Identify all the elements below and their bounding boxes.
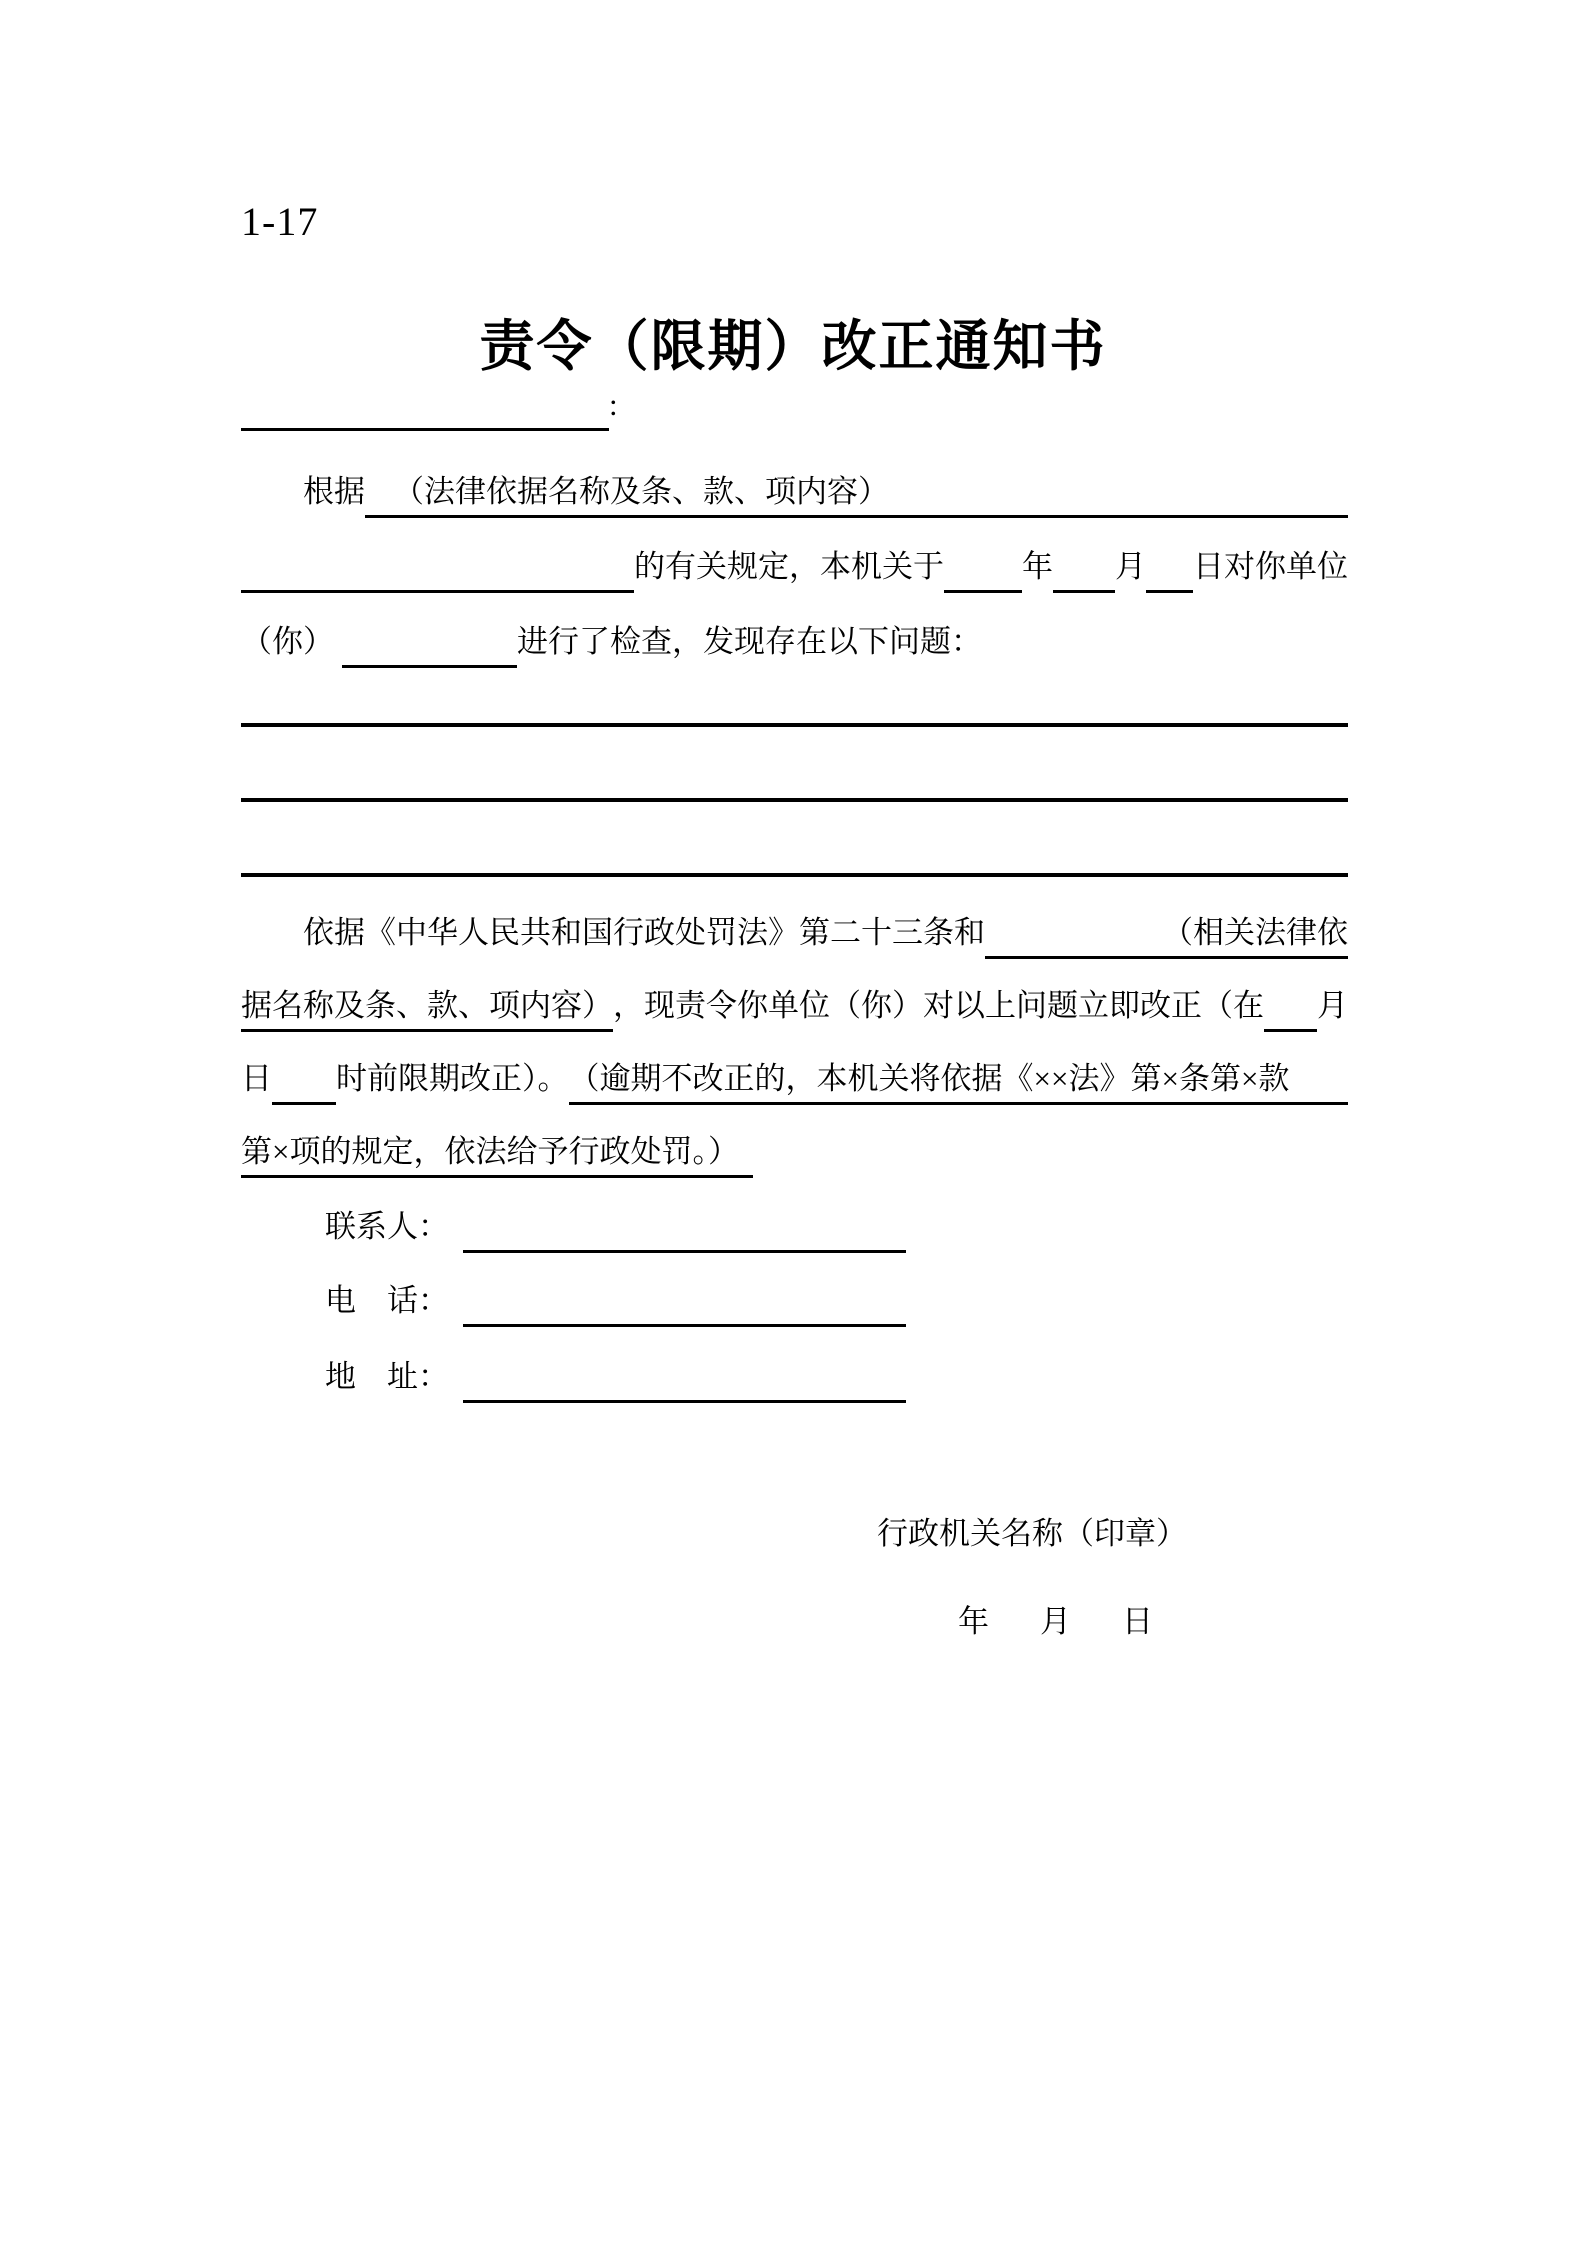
para2-line3-underlined: （逾期不改正的，本机关将依据《××法》第×条第×款 <box>569 1058 1349 1105</box>
para2-line3-text2: 时前限期改正）。 <box>336 1061 569 1096</box>
year-blank-field <box>944 546 1022 593</box>
para1-line3 <box>241 621 1348 665</box>
legal-basis-underlined-field: （法律依据名称及条、款、项内容） <box>365 471 1348 518</box>
contact-person-blank-field <box>463 1206 906 1253</box>
para1-line2-text1: 的有关规定，本机关于 <box>634 549 944 584</box>
para2-line3-text1: 日 <box>241 1061 272 1096</box>
para2-line4 <box>241 1131 1348 1175</box>
para2-line4-underlined: 第×项的规定，依法给予行政处罚。） <box>241 1131 753 1178</box>
para2-line2-text2: 月 <box>1317 988 1348 1023</box>
form-code: 1-17 <box>241 199 319 244</box>
related-law-blank-field <box>985 912 1162 959</box>
para1-lead-text: 根据 <box>303 474 365 509</box>
contact-phone-row <box>241 1280 1348 1324</box>
contact-address-label: 地 址： <box>325 1359 449 1394</box>
addressee-colon: : <box>609 387 618 422</box>
para1-line3-text1: （你） <box>241 624 334 659</box>
contact-phone-blank-field <box>463 1280 906 1327</box>
problem-writing-line-3 <box>241 873 1348 877</box>
para2-line2-underlined: 据名称及条、款、项内容） <box>241 985 613 1032</box>
problem-writing-line-2 <box>241 798 1348 802</box>
para2-line2-text1: ，现责令你单位（你）对以上问题立即改正（在 <box>613 988 1264 1023</box>
para2-line1-underlined: （相关法律依 <box>1162 912 1348 959</box>
addressee-line <box>241 384 1348 428</box>
problem-writing-line-1 <box>241 723 1348 727</box>
para1-line2-text2: 日对你单位 <box>1193 549 1348 584</box>
para2-line2 <box>241 985 1348 1029</box>
contact-address-row <box>241 1356 1348 1400</box>
addressee-blank-field <box>241 384 609 431</box>
para2-line1 <box>241 912 1348 956</box>
month-label: 月 <box>1115 549 1146 584</box>
month-blank-field <box>1053 546 1115 593</box>
contact-person-row <box>241 1206 1348 1250</box>
document-title: 责令（限期）改正通知书 <box>479 316 1107 377</box>
deadline-time-blank-field <box>272 1058 336 1105</box>
year-label: 年 <box>1022 549 1053 584</box>
regulation-blank-field <box>241 546 634 593</box>
contact-address-blank-field <box>463 1356 906 1403</box>
para1-line1 <box>241 471 1348 515</box>
day-blank-field <box>1146 546 1193 593</box>
signature-date-line: 年 月 日 <box>958 1604 1163 1639</box>
para1-line2 <box>241 546 1348 590</box>
deadline-month-blank-field <box>1264 985 1317 1032</box>
para2-line3 <box>241 1058 1348 1102</box>
contact-phone-label: 电 话： <box>325 1283 449 1318</box>
para2-line1-text1: 依据《中华人民共和国行政处罚法》第二十三条和 <box>303 915 985 950</box>
agency-seal-line: 行政机关名称（印章） <box>877 1516 1187 1551</box>
inspected-name-blank-field <box>342 621 517 668</box>
contact-person-label: 联系人： <box>325 1209 449 1244</box>
para1-line3-text2: 进行了检查，发现存在以下问题： <box>517 624 982 659</box>
